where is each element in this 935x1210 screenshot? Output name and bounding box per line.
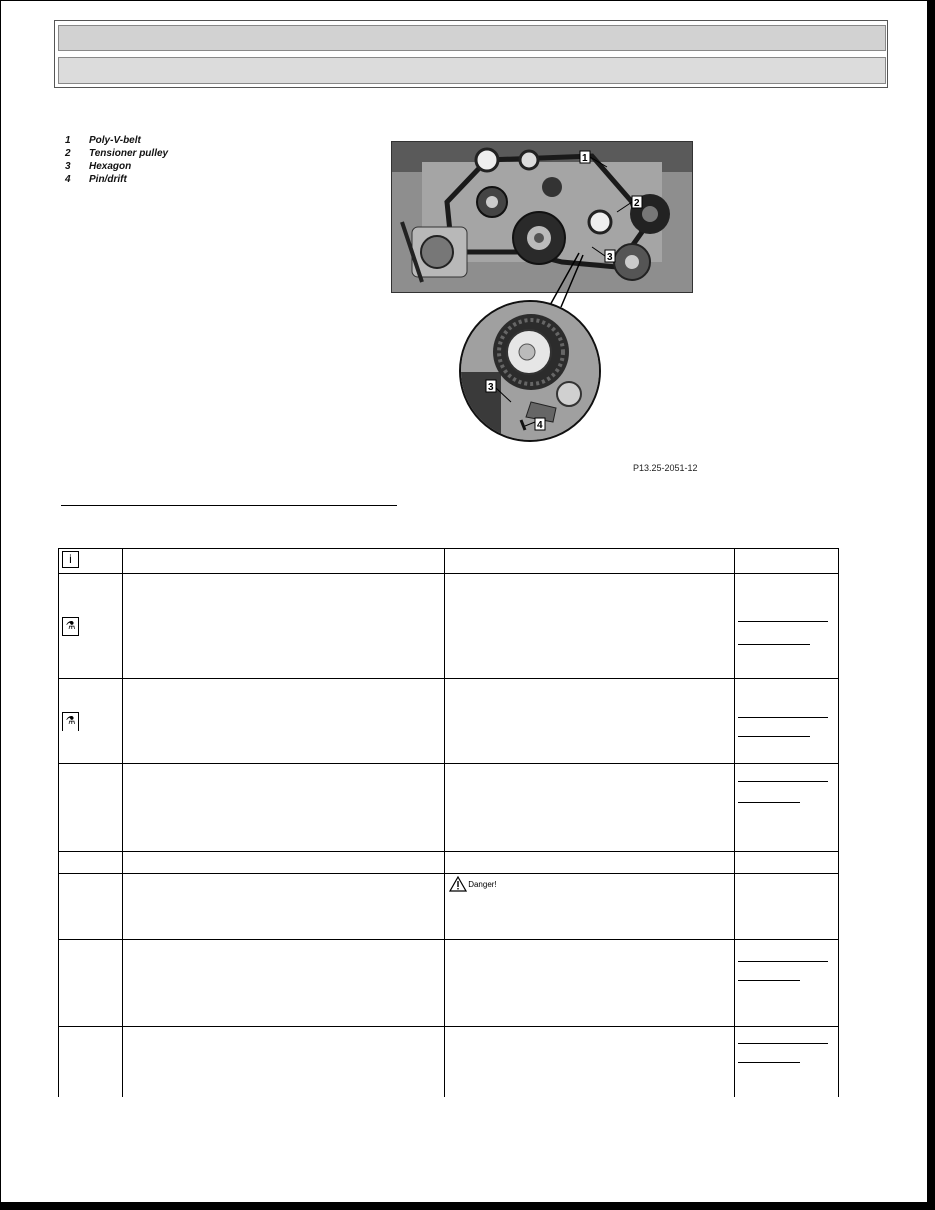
table-row <box>59 764 839 852</box>
wrench-icon: ⚗ <box>62 617 79 636</box>
legend-item: 4 Pin/drift <box>65 174 127 185</box>
table-row <box>59 1027 839 1097</box>
table-row <box>59 679 839 764</box>
tensioner-detail-drawing <box>461 302 599 440</box>
callout-2: 2 <box>634 198 640 209</box>
figure-caption: P13.25-2051-12 <box>633 463 698 473</box>
danger-warning <box>449 876 734 892</box>
inset-callout-4: 4 <box>537 420 543 431</box>
legend-item: 3 Hexagon <box>65 161 132 172</box>
warning-triangle-icon <box>449 876 467 892</box>
header-title-bar <box>58 25 886 51</box>
figure-legend <box>65 134 168 186</box>
inset-callout-3: 3 <box>488 382 494 393</box>
reference-link[interactable] <box>738 961 828 962</box>
info-icon: i <box>62 551 79 568</box>
header-subtitle-bar <box>58 57 886 84</box>
table-row <box>59 874 839 940</box>
table-header-row <box>59 549 839 574</box>
danger-label: Danger! <box>468 879 497 889</box>
callout-3: 3 <box>607 252 613 263</box>
reference-link[interactable] <box>738 621 828 622</box>
table-row <box>59 574 839 679</box>
table-row <box>59 940 839 1027</box>
reference-link[interactable] <box>738 980 800 981</box>
engine-drawing <box>392 142 693 293</box>
table-row <box>59 852 839 874</box>
reference-link[interactable] <box>738 802 800 803</box>
reference-link[interactable] <box>738 1043 828 1044</box>
reference-link[interactable] <box>738 1062 800 1063</box>
legend-item: 2 Tensioner pulley <box>65 148 169 159</box>
reference-link[interactable] <box>738 644 810 645</box>
engine-belt-illustration <box>391 141 693 293</box>
reference-link[interactable] <box>738 781 828 782</box>
section-underline <box>61 505 397 506</box>
wrench-icon: ⚗ <box>62 712 79 731</box>
reference-link[interactable] <box>738 736 810 737</box>
tensioner-detail-inset <box>459 300 601 442</box>
callout-1: 1 <box>582 153 588 164</box>
legend-item: 1 Poly-V-belt <box>65 135 141 146</box>
reference-link[interactable] <box>738 717 828 718</box>
procedure-table <box>58 548 839 1097</box>
